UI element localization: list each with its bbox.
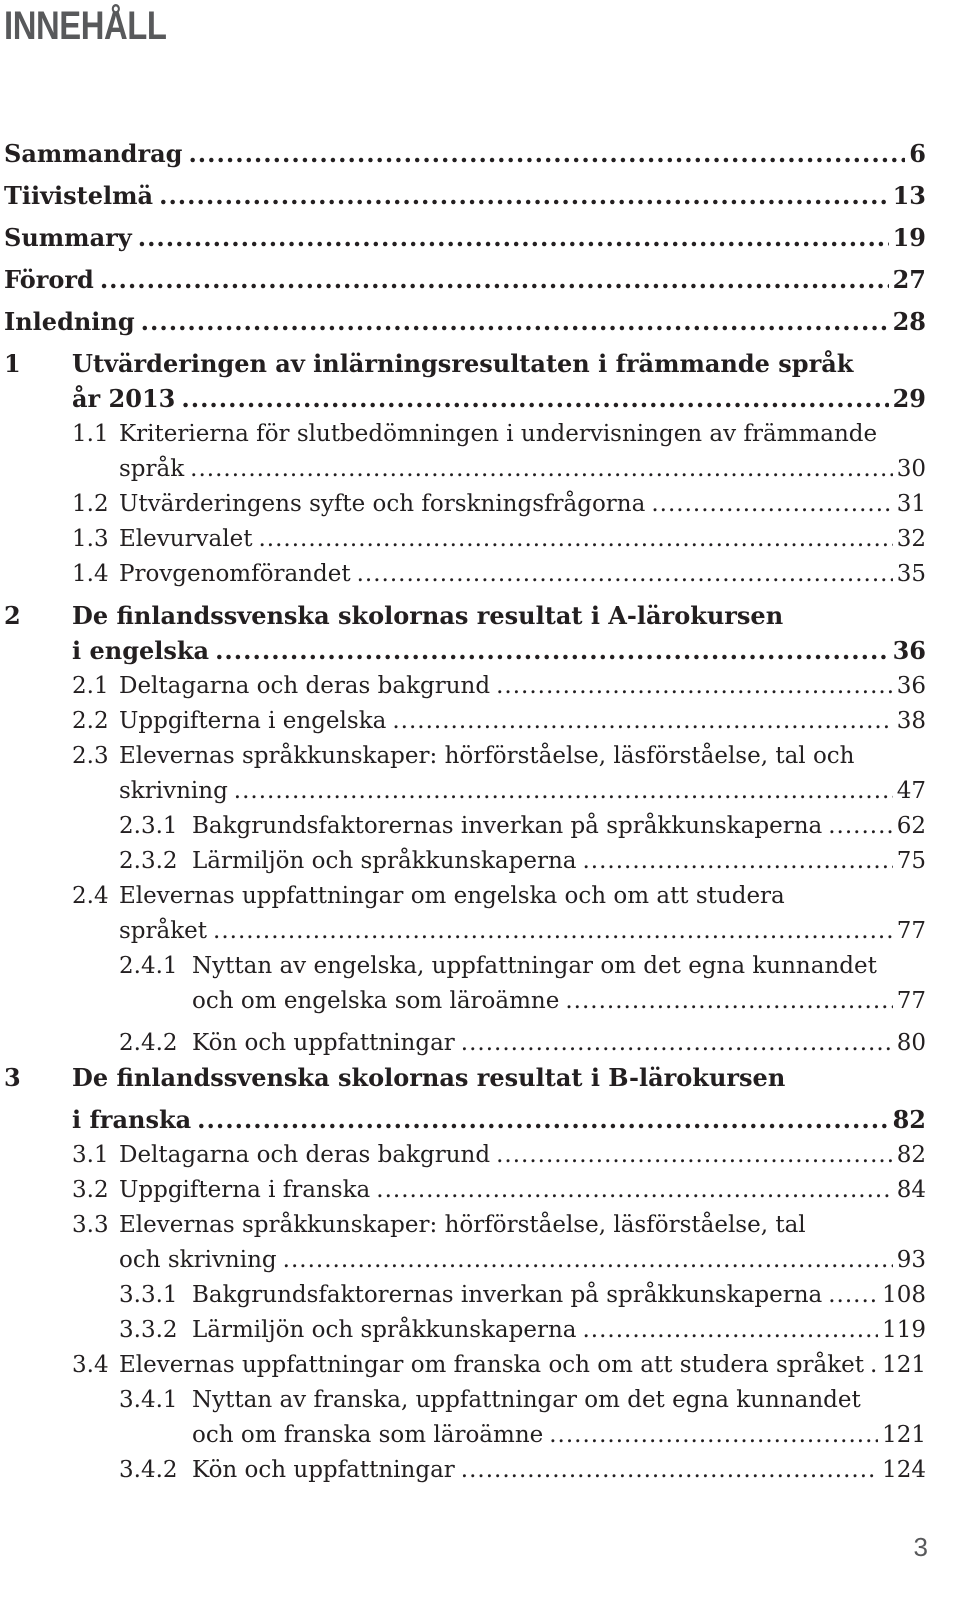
toc-entry-number: 2.2 [72, 708, 109, 734]
toc-entry-title: Bakgrundsfaktorernas inverkan på språkkunskaperna [192, 813, 823, 839]
toc-entry-number: 2.3.1 [119, 813, 178, 839]
toc-entry-title: Lärmiljön och språkkunskaperna [192, 848, 577, 874]
toc-entry[interactable] [0, 262, 960, 298]
toc-entry-line [119, 556, 926, 592]
dot-leader [392, 703, 892, 739]
toc-entry[interactable] [0, 346, 960, 382]
toc-entry-title: Deltagarna och deras bakgrund [119, 673, 491, 699]
toc-entry-page: 19 [892, 223, 926, 252]
toc-entry-line [72, 633, 926, 669]
toc-entry[interactable] [0, 598, 960, 634]
toc-entry-line [4, 136, 926, 172]
toc-entry-number: 3.2 [72, 1177, 109, 1203]
dot-leader [870, 1347, 878, 1383]
toc-entry-page: 77 [896, 918, 926, 944]
toc-entry-line [192, 808, 926, 844]
dot-leader [583, 1312, 879, 1348]
toc-entry-line [119, 1242, 926, 1278]
toc-entry-title: Kön och uppfattningar [192, 1457, 455, 1483]
dot-leader [583, 843, 893, 879]
dot-leader [213, 913, 893, 949]
dot-leader [376, 1172, 892, 1208]
toc-entry-number: 2 [4, 601, 21, 630]
toc-entry-title-continued: år 2013 [72, 384, 176, 413]
dot-leader [549, 1417, 878, 1453]
dot-leader [215, 633, 889, 669]
toc-entry-title: Provgenomförandet [119, 561, 351, 587]
toc-entry-title: Nyttan av franska, uppfattningar om det egna kunnandet [192, 1387, 861, 1413]
toc-entry-continuation[interactable] [0, 633, 960, 669]
dot-leader [828, 808, 892, 844]
toc-entry-number: 2.4.2 [119, 1030, 178, 1056]
toc-entry-title: Uppgifterna i franska [119, 1177, 371, 1203]
toc-entry-title: Nyttan av engelska, uppfattningar om det egna kunnandet [192, 953, 877, 979]
toc-entry-page: 29 [892, 384, 926, 413]
toc-entry-continuation[interactable] [0, 451, 960, 487]
toc-entry-line [192, 1312, 926, 1348]
page-number: 3 [913, 1532, 928, 1562]
dot-leader [234, 773, 893, 809]
toc-entry[interactable] [0, 1137, 960, 1173]
dot-leader [828, 1277, 878, 1313]
dot-leader [565, 983, 892, 1019]
toc-entry-line [119, 1172, 926, 1208]
toc-entry-number: 1.2 [72, 491, 109, 517]
dot-leader [461, 1452, 878, 1488]
dot-leader [190, 451, 893, 487]
toc-entry-number: 3.1 [72, 1142, 109, 1168]
toc-entry-page: 62 [896, 813, 926, 839]
toc-entry[interactable] [0, 1382, 960, 1418]
toc-entry-number: 1 [4, 349, 21, 378]
dot-leader [138, 220, 889, 256]
toc-entry[interactable] [0, 486, 960, 522]
toc-entry-number: 3.4.2 [119, 1457, 178, 1483]
toc-entry-page: 82 [892, 1105, 926, 1134]
toc-entry-line [119, 773, 926, 809]
toc-entry-page: 108 [882, 1282, 926, 1308]
dot-leader [651, 486, 892, 522]
toc-entry-title: Utvärderingens syfte och forskningsfrågorna [119, 491, 646, 517]
toc-entry[interactable] [0, 703, 960, 739]
dot-leader [188, 136, 905, 172]
toc-entry-title-continued: i franska [72, 1105, 192, 1134]
toc-entry-title: Elevernas uppfattningar om franska och om att studera språket [119, 1352, 865, 1378]
toc-entry-title: Utvärderingen av inlärningsresultaten i främmande språk [72, 349, 854, 378]
toc-entry-line [119, 668, 926, 704]
toc-entry-page: 27 [892, 265, 926, 294]
toc-entry[interactable] [0, 1172, 960, 1208]
toc-entry-line [119, 521, 926, 557]
toc-entry-page: 82 [896, 1142, 926, 1168]
toc-entry-page: 38 [896, 708, 926, 734]
toc-entry-line [4, 262, 926, 298]
dot-leader [141, 304, 889, 340]
toc-entry-title: Inledning [4, 307, 135, 336]
toc-entry-number: 2.3.2 [119, 848, 178, 874]
toc-entry-line [192, 1025, 926, 1061]
dot-leader [159, 178, 889, 214]
toc-entry-number: 3.3.2 [119, 1317, 178, 1343]
toc-entry-title: Tiivistelmä [4, 181, 154, 210]
toc-entry-continuation[interactable] [0, 773, 960, 809]
toc-entry-page: 32 [896, 526, 926, 552]
toc-entry-title: Elevurvalet [119, 526, 253, 552]
toc-entry[interactable] [0, 1207, 960, 1243]
toc-entry-title: Uppgifterna i engelska [119, 708, 387, 734]
toc-entry[interactable] [0, 136, 960, 172]
toc-entry-page: 119 [882, 1317, 926, 1343]
toc-entry-page: 35 [896, 561, 926, 587]
toc-entry[interactable] [0, 220, 960, 256]
toc-entry-title: Elevernas uppfattningar om engelska och om att studera [119, 883, 785, 909]
toc-entry-page: 28 [892, 307, 926, 336]
toc-entry-title: Elevernas språkkunskaper: hörförståelse, läsförståelse, tal och [119, 743, 855, 769]
dot-leader [100, 262, 889, 298]
toc-entry-title: Lärmiljön och språkkunskaperna [192, 1317, 577, 1343]
dot-leader [181, 381, 888, 417]
toc-entry[interactable] [0, 878, 960, 914]
toc-entry[interactable] [0, 1452, 960, 1488]
toc-entry-line [192, 843, 926, 879]
toc-entry-title-continued: språk [119, 456, 185, 482]
toc-entry-title-continued: skrivning [119, 778, 228, 804]
toc-entry[interactable] [0, 668, 960, 704]
toc-entry-line [119, 1137, 926, 1173]
dot-leader [357, 556, 893, 592]
toc-entry-continuation[interactable] [0, 983, 960, 1019]
toc-entry-line [119, 451, 926, 487]
toc-entry[interactable] [0, 521, 960, 557]
dot-leader [283, 1242, 893, 1278]
dot-leader [461, 1025, 893, 1061]
toc-entry-number: 3 [4, 1063, 21, 1092]
toc-entry-number: 1.3 [72, 526, 109, 552]
toc-entry-page: 36 [892, 636, 926, 665]
toc-entry-number: 2.3 [72, 743, 109, 769]
toc-entry[interactable] [0, 1060, 960, 1096]
dot-leader [197, 1102, 888, 1138]
toc-entry-number: 3.4.1 [119, 1387, 178, 1413]
toc-entry[interactable] [0, 178, 960, 214]
toc-entry-continuation[interactable] [0, 913, 960, 949]
toc-entry-title: Summary [4, 223, 132, 252]
toc-entry-line [4, 178, 926, 214]
toc-entry-title-continued: i engelska [72, 636, 210, 665]
toc-entry-number: 3.3.1 [119, 1282, 178, 1308]
toc-entry-number: 2.1 [72, 673, 109, 699]
toc-entry-line [119, 703, 926, 739]
toc-entry-line [192, 1452, 926, 1488]
toc-entry-number: 1.4 [72, 561, 109, 587]
toc-entry-number: 3.3 [72, 1212, 109, 1238]
toc-entry-title: Bakgrundsfaktorernas inverkan på språkkunskaperna [192, 1282, 823, 1308]
toc-entry-title-continued: språket [119, 918, 208, 944]
toc-entry-page: 80 [896, 1030, 926, 1056]
toc-entry-number: 3.4 [72, 1352, 109, 1378]
page-heading: INNEHÅLL [4, 4, 167, 48]
toc-entry-title: De finlandssvenska skolornas resultat i B-lärokursen [72, 1063, 786, 1092]
toc-entry[interactable] [0, 1025, 960, 1061]
toc-entry-number: 2.4 [72, 883, 109, 909]
toc-entry-page: 93 [896, 1247, 926, 1273]
toc-entry-line [72, 381, 926, 417]
toc-entry-line [119, 486, 926, 522]
toc-entry-page: 121 [882, 1352, 926, 1378]
toc-entry-page: 6 [909, 139, 926, 168]
toc-entry[interactable] [0, 556, 960, 592]
toc-entry-page: 75 [896, 848, 926, 874]
toc-entry-title: De finlandssvenska skolornas resultat i A-lärokursen [72, 601, 784, 630]
toc-entry-title: Kön och uppfattningar [192, 1030, 455, 1056]
toc-entry-line [119, 1347, 926, 1383]
toc-entry-title: Deltagarna och deras bakgrund [119, 1142, 491, 1168]
toc-entry-title: Elevernas språkkunskaper: hörförståelse, läsförståelse, tal [119, 1212, 806, 1238]
toc-entry-title: Sammandrag [4, 139, 183, 168]
toc-entry-page: 47 [896, 778, 926, 804]
toc-entry-page: 31 [896, 491, 926, 517]
toc-entry-page: 30 [896, 456, 926, 482]
dot-leader [496, 1137, 893, 1173]
dot-leader [258, 521, 892, 557]
toc-entry-number: 1.1 [72, 421, 109, 447]
toc-entry-continuation[interactable] [0, 1102, 960, 1138]
toc-entry-line [4, 304, 926, 340]
toc-entry-continuation[interactable] [0, 1242, 960, 1278]
toc-entry-page: 36 [896, 673, 926, 699]
toc-entry-page: 13 [892, 181, 926, 210]
toc-entry-number: 2.4.1 [119, 953, 178, 979]
toc-entry-line [72, 1102, 926, 1138]
toc-entry-title: Kriterierna för slutbedömningen i undervisningen av främmande [119, 421, 878, 447]
toc-entry-line [192, 1277, 926, 1313]
toc-entry-title-continued: och om engelska som läroämne [192, 988, 560, 1014]
toc-entry[interactable] [0, 738, 960, 774]
toc-entry[interactable] [0, 416, 960, 452]
toc-entry-line [119, 913, 926, 949]
toc-entry-page: 77 [896, 988, 926, 1014]
toc-entry[interactable] [0, 1347, 960, 1383]
toc-entry-line [4, 220, 926, 256]
toc-entry-continuation[interactable] [0, 381, 960, 417]
toc-entry-page: 121 [882, 1422, 926, 1448]
toc-entry-title: Förord [4, 265, 94, 294]
toc-entry[interactable] [0, 1277, 960, 1313]
toc-entry-continuation[interactable] [0, 1417, 960, 1453]
dot-leader [496, 668, 893, 704]
toc-entry[interactable] [0, 843, 960, 879]
toc-entry[interactable] [0, 808, 960, 844]
toc-entry[interactable] [0, 304, 960, 340]
toc-entry-title-continued: och om franska som läroämne [192, 1422, 544, 1448]
toc-entry-title-continued: och skrivning [119, 1247, 277, 1273]
toc-entry[interactable] [0, 1312, 960, 1348]
toc-entry[interactable] [0, 948, 960, 984]
toc-entry-page: 124 [882, 1457, 926, 1483]
toc-entry-line [192, 983, 926, 1019]
toc-entry-line [192, 1417, 926, 1453]
toc-entry-page: 84 [896, 1177, 926, 1203]
